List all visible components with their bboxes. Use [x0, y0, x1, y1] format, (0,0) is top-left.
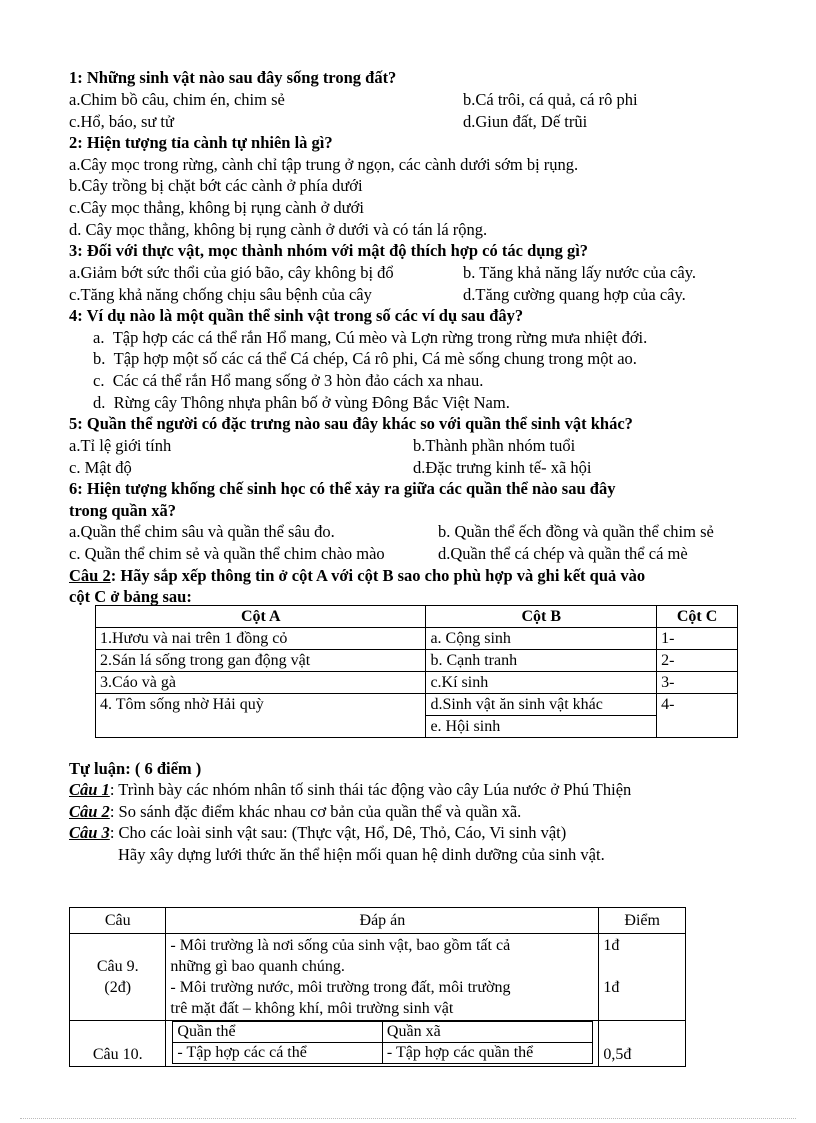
- essay-q2-label: Câu 2: [69, 802, 110, 821]
- q6-option-a: a.Quần thể chim sâu và quần thể sâu đo.: [69, 522, 335, 541]
- cau9-label-cell: [70, 934, 166, 1021]
- q2-option-d: d. Cây mọc thẳng, không bị rụng cành ở dưới và có tán lá rộng.: [69, 220, 488, 239]
- q5-option-b: b.Thành phần nhóm tuổi: [413, 436, 576, 455]
- answer-col-diem-header: Điểm: [599, 908, 686, 934]
- question-1-title: 1: Những sinh vật nào sau đây sống trong đất?: [69, 68, 397, 87]
- table-row: [96, 672, 738, 694]
- q1-option-c: c.Hổ, báo, sư tử: [69, 112, 174, 131]
- q4-option-b: b. Tập hợp một số các cá thể Cá chép, Cá rô phi, Cá mè sống chung trong một ao.: [93, 349, 637, 368]
- cau9-answer-cell: [166, 934, 599, 1021]
- question-4-title: 4: Ví dụ nào là một quần thể sinh vật trong số các ví dụ sau đây?: [69, 306, 524, 325]
- cau9-point-1: 1đ: [603, 937, 620, 954]
- q3-option-b: b. Tăng khả năng lấy nước của cây.: [463, 263, 696, 282]
- col-b-cell: e. Hội sinh: [426, 716, 657, 738]
- cau2-instruction-line1: [69, 565, 645, 587]
- essay-q2-text: : So sánh đặc điểm khác nhau cơ bản của quần thể và quần xã.: [109, 802, 522, 821]
- table-row: [96, 628, 738, 650]
- cau2-text: : Hãy sắp xếp thông tin ở cột A với cột B sao cho phù hợp và ghi kết quả vào: [110, 566, 646, 585]
- q4-option-d: d. Rừng cây Thông nhựa phân bố ở vùng Đông Bắc Việt Nam.: [93, 393, 510, 412]
- q3-option-a: a.Giảm bớt sức thổi của gió bão, cây không bị đổ: [69, 263, 394, 282]
- q3-option-c: c.Tăng khả năng chống chịu sâu bệnh của cây: [69, 285, 372, 304]
- col-b-cell: c.Kí sinh: [426, 672, 657, 694]
- cau9-answer-2a: - Môi trường nước, môi trường trong đất, môi trường: [170, 979, 511, 996]
- cau9-points-label: (2đ): [104, 979, 132, 996]
- q1-option-d: d.Giun đất, Dế trũi: [463, 112, 588, 131]
- q5-option-d: d.Đặc trưng kinh tế- xã hội: [413, 458, 592, 477]
- q2-option-a: a.Cây mọc trong rừng, cành chỉ tập trung ở ngọn, các cành dưới sớm bị rụng.: [69, 155, 579, 174]
- col-a-header: Cột A: [96, 606, 426, 628]
- matching-table: [95, 605, 738, 738]
- q5-option-a: a.Tỉ lệ giới tính: [69, 436, 172, 455]
- q6-option-d: d.Quần thể cá chép và quần thể cá mè: [438, 544, 688, 563]
- q5-option-c: c. Mật độ: [69, 458, 132, 477]
- col-b-header: Cột B: [426, 606, 657, 628]
- table-row: [96, 650, 738, 672]
- q2-option-c: c.Cây mọc thẳng, không bị rụng cành ở dưới: [69, 198, 364, 217]
- essay-q3-label: Câu 3: [69, 823, 110, 842]
- cau2-label: Câu 2: [69, 566, 111, 585]
- col-a-cell: 3.Cáo và gà: [96, 672, 426, 694]
- question-5-title: 5: Quần thể người có đặc trưng nào sau đây khác so với quần thể sinh vật khác?: [69, 414, 633, 433]
- essay-question-2: [69, 801, 521, 823]
- answer-col-dapan-header: Đáp án: [166, 908, 599, 934]
- table-row: [96, 694, 738, 716]
- q6-option-c: c. Quần thể chim sẻ và quần thể chim chào mào: [69, 544, 385, 563]
- cau10-compare-table: [172, 1021, 593, 1064]
- answer-table: [69, 907, 686, 1067]
- q4-option-a: a. Tập hợp các cá thể rắn Hổ mang, Cú mèo và Lợn rừng trong rừng mưa nhiệt đới.: [93, 328, 648, 347]
- col-b-cell: b. Cạnh tranh: [426, 650, 657, 672]
- q2-option-b: b.Cây trồng bị chặt bớt các cành ở phía dưới: [69, 176, 363, 195]
- essay-q3-text: : Cho các loài sinh vật sau: (Thực vật, Hổ, Dê, Thỏ, Cáo, Vi sinh vật): [109, 823, 567, 842]
- essay-section-title: Tự luận: ( 6 điểm ): [69, 759, 202, 778]
- cau10-answer-cell: [166, 1021, 599, 1067]
- cau10-points: 0,5đ: [599, 1021, 686, 1067]
- question-3-title: 3: Đối với thực vật, mọc thành nhóm với mật độ thích hợp có tác dụng gì?: [69, 241, 589, 260]
- essay-question-1: [69, 779, 631, 801]
- essay-question-3: [69, 822, 566, 844]
- col-a-cell: 2.Sán lá sống trong gan động vật: [96, 650, 426, 672]
- question-6-title-line1: 6: Hiện tượng khống chế sinh học có thể xảy ra giữa các quần thể nào sau đây: [69, 479, 616, 498]
- cau10-header-quanthe: Quần thể: [173, 1022, 383, 1043]
- col-c-cell: 4-: [657, 694, 738, 738]
- cau10-quanthe-row: - Tập hợp các cá thể: [173, 1043, 383, 1064]
- question-6-title-line2: trong quần xã?: [69, 501, 176, 520]
- col-c-cell: 2-: [657, 650, 738, 672]
- cau9-label: Câu 9.: [96, 958, 139, 975]
- col-a-cell: 4. Tôm sống nhờ Hải quỳ: [96, 694, 426, 738]
- cau9-answer-2b: trê mặt đất – không khí, môi trường sinh vật: [170, 1000, 454, 1017]
- col-b-cell: a. Cộng sinh: [426, 628, 657, 650]
- page-footer-divider: [20, 1118, 796, 1119]
- q4-option-c: c. Các cá thể rắn Hổ mang sống ở 3 hòn đảo cách xa nhau.: [93, 371, 484, 390]
- q1-option-a: a.Chim bồ câu, chim én, chim sẻ: [69, 90, 285, 109]
- q3-option-d: d.Tăng cường quang hợp của cây.: [463, 285, 686, 304]
- q1-option-b: b.Cá trôi, cá quả, cá rô phi: [463, 90, 638, 109]
- cau10-header-quanxa: Quần xã: [382, 1022, 593, 1043]
- cau9-points-cell: [599, 934, 686, 1021]
- essay-q1-label: Câu 1: [69, 780, 110, 799]
- cau10-label: Câu 10.: [70, 1021, 166, 1067]
- col-c-cell: 1-: [657, 628, 738, 650]
- question-2-title: 2: Hiện tượng tỉa cành tự nhiên là gì?: [69, 133, 333, 152]
- cau9-answer-1b: những gì bao quanh chúng.: [170, 958, 345, 975]
- cau9-point-2: 1đ: [603, 979, 620, 996]
- col-c-header: Cột C: [657, 606, 738, 628]
- col-a-cell: 1.Hươu và nai trên 1 đồng cỏ: [96, 628, 426, 650]
- essay-question-3-line2: Hãy xây dựng lưới thức ăn thể hiện mối quan hệ dinh dưỡng của sinh vật.: [118, 845, 605, 864]
- col-c-cell: 3-: [657, 672, 738, 694]
- cau2-instruction-line2: cột C ở bảng sau:: [69, 587, 192, 606]
- answer-col-cau-header: Câu: [70, 908, 166, 934]
- q6-option-b: b. Quần thể ếch đồng và quần thể chim sẻ: [438, 522, 714, 541]
- cau10-quanxa-row: - Tập hợp các quần thể: [382, 1043, 593, 1064]
- col-b-cell: d.Sinh vật ăn sinh vật khác: [426, 694, 657, 716]
- cau9-answer-1a: - Môi trường là nơi sống của sinh vật, bao gồm tất cả: [170, 937, 511, 954]
- essay-q1-text: : Trình bày các nhóm nhân tố sinh thái tác động vào cây Lúa nước ở Phú Thiện: [109, 780, 632, 799]
